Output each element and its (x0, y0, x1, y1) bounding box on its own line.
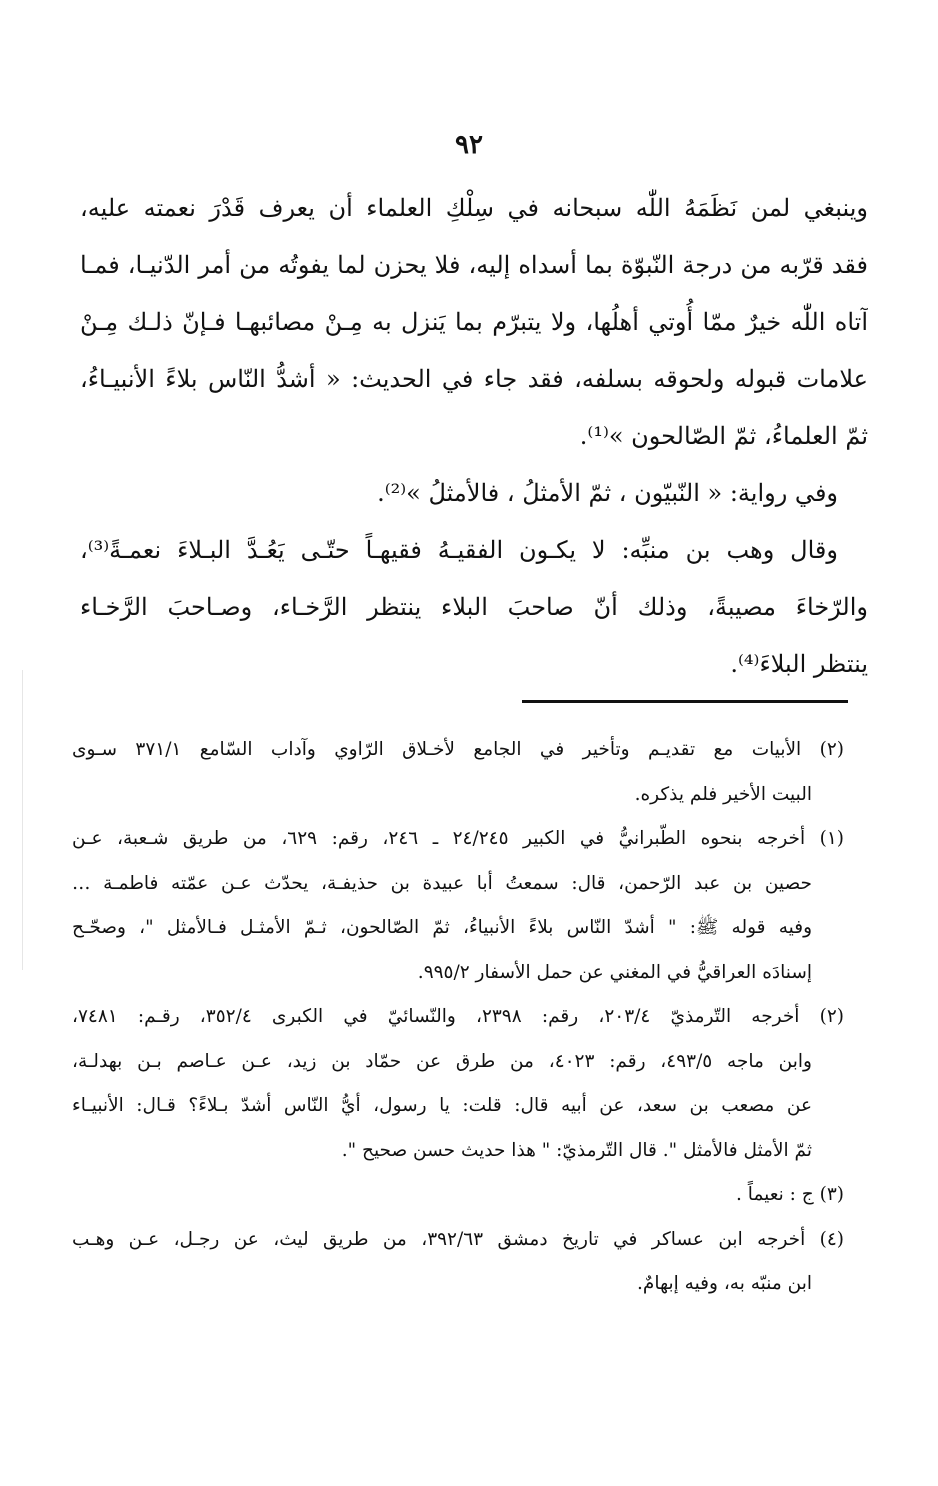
footnote-line: وفيه قوله ﷺ: " أشدّ النّاس بلاءً الأنبياءُ، ثمّ الصّالحون، ثـمّ الأمثـل فـالأمثل "، وصحّـح (72, 917, 812, 938)
footnote-line: ثمّ الأمثل فالأمثل ". قال التّرمذيّ: " هذا حديث حسن صحيح ". (341, 1139, 812, 1161)
page-number: ٩٢ (455, 130, 483, 160)
footnote-line: (١) أخرجه بنحوه الطّبرانيُّ في الكبير ٢٤/٢٤٥ ـ ٢٤٦، رقم: ٦٢٩، من طريق شـعبة، عـن (72, 828, 844, 849)
scan-edge-mark (22, 670, 23, 970)
main-text-line: ينتظر البلاءَ⁽⁴⁾. (730, 650, 868, 678)
main-text-line: وينبغي لمن نَظَمَهُ اللّٰه سبحانه في سِلْكِ العلماء أن يعرف قَدْرَ نعمته عليه، (80, 194, 868, 222)
footnote-line: عن مصعب بن سعد، عن أبيه قال: قلت: يا رسول، أيُّ النّاس أشدّ بـلاءً؟ قـال: الأنبيـاء (72, 1095, 812, 1116)
footnote-line: (٢) أخرجه التّرمذيّ ٢٠٣/٤، رقم: ٢٣٩٨، والنّسائيّ في الكبرى ٣٥٢/٤، رقـم: ٧٤٨١، (72, 1006, 844, 1027)
main-text-line: آتاه اللّٰه خيرٌ ممّا أُوتي أهلُها، ولا يتبرّم بما يَنزل به مِـنْ مصائبهـا فـإنّ ذلـك مِـنْ (80, 308, 868, 336)
main-text-line: ثمّ العلماءُ، ثمّ الصّالحون »⁽¹⁾. (579, 422, 868, 450)
footnote-divider (522, 700, 848, 703)
footnote-line: (٢) الأبيات مع تقديـم وتأخير في الجامع لأخـلاق الرّاوي وآداب السّامع ٣٧١/١ سـوى (72, 739, 844, 760)
main-text-body (80, 180, 868, 693)
footnote-line: (٣) ج : نعيماً . (736, 1184, 844, 1205)
main-text-line: وفي رواية: « النّبيّون ، ثمّ الأمثلُ ، فالأمثلُ »⁽²⁾. (377, 479, 838, 507)
main-text-line: فقد قرّبه من درجة النّبوّة بما أسداه إليه، فلا يحزن لما يفوتُه من أمر الدّنيـا، فمـا (80, 251, 868, 279)
footnote-line: (٤) أخرجه ابن عساكر في تاريخ دمشق ٣٩٢/٦٣، من طريق ليث، عن رجـل، عـن وهـب (72, 1228, 844, 1250)
footnote-line: حصين بن عبد الرّحمن، قال: سمعتُ أبا عبيدة بن حذيفـة، يحدّث عـن عمّته فاطمـة … (72, 872, 812, 894)
footnote-line: ابن منبّه به، وفيه إبهامٌ. (637, 1273, 812, 1294)
footnote-line: البيت الأخير فلم يذكره. (634, 783, 812, 805)
footnote-line: إسنادَه العراقيُّ في المغني عن حمل الأسفار ٩٩٥/٢. (417, 961, 812, 983)
main-text-line: علامات قبوله ولحوقه بسلفه، فقد جاء في الحديث: « أشدُّ النّاس بلاءً الأنبيـاءُ، (80, 365, 868, 393)
main-text-line: والرّخاءَ مصيبةً، وذلك أنّ صاحبَ البلاء ينتظر الرَّخـاء، وصـاحبَ الرَّخـاء (80, 593, 868, 621)
footnotes-section (72, 728, 844, 1307)
main-text-line: وقال وهب بن منبِّه: لا يكـون الفقيـهُ فقيهـاً حتّـى يَعُـدَّ البـلاءَ نعمـةً⁽³⁾، (80, 536, 838, 564)
footnote-line: وابن ماجه ٤٩٣/٥، رقم: ٤٠٢٣، من طرق عن حمّاد بن زيد، عـن عـاصم بـن بهدلـة، (72, 1050, 812, 1072)
